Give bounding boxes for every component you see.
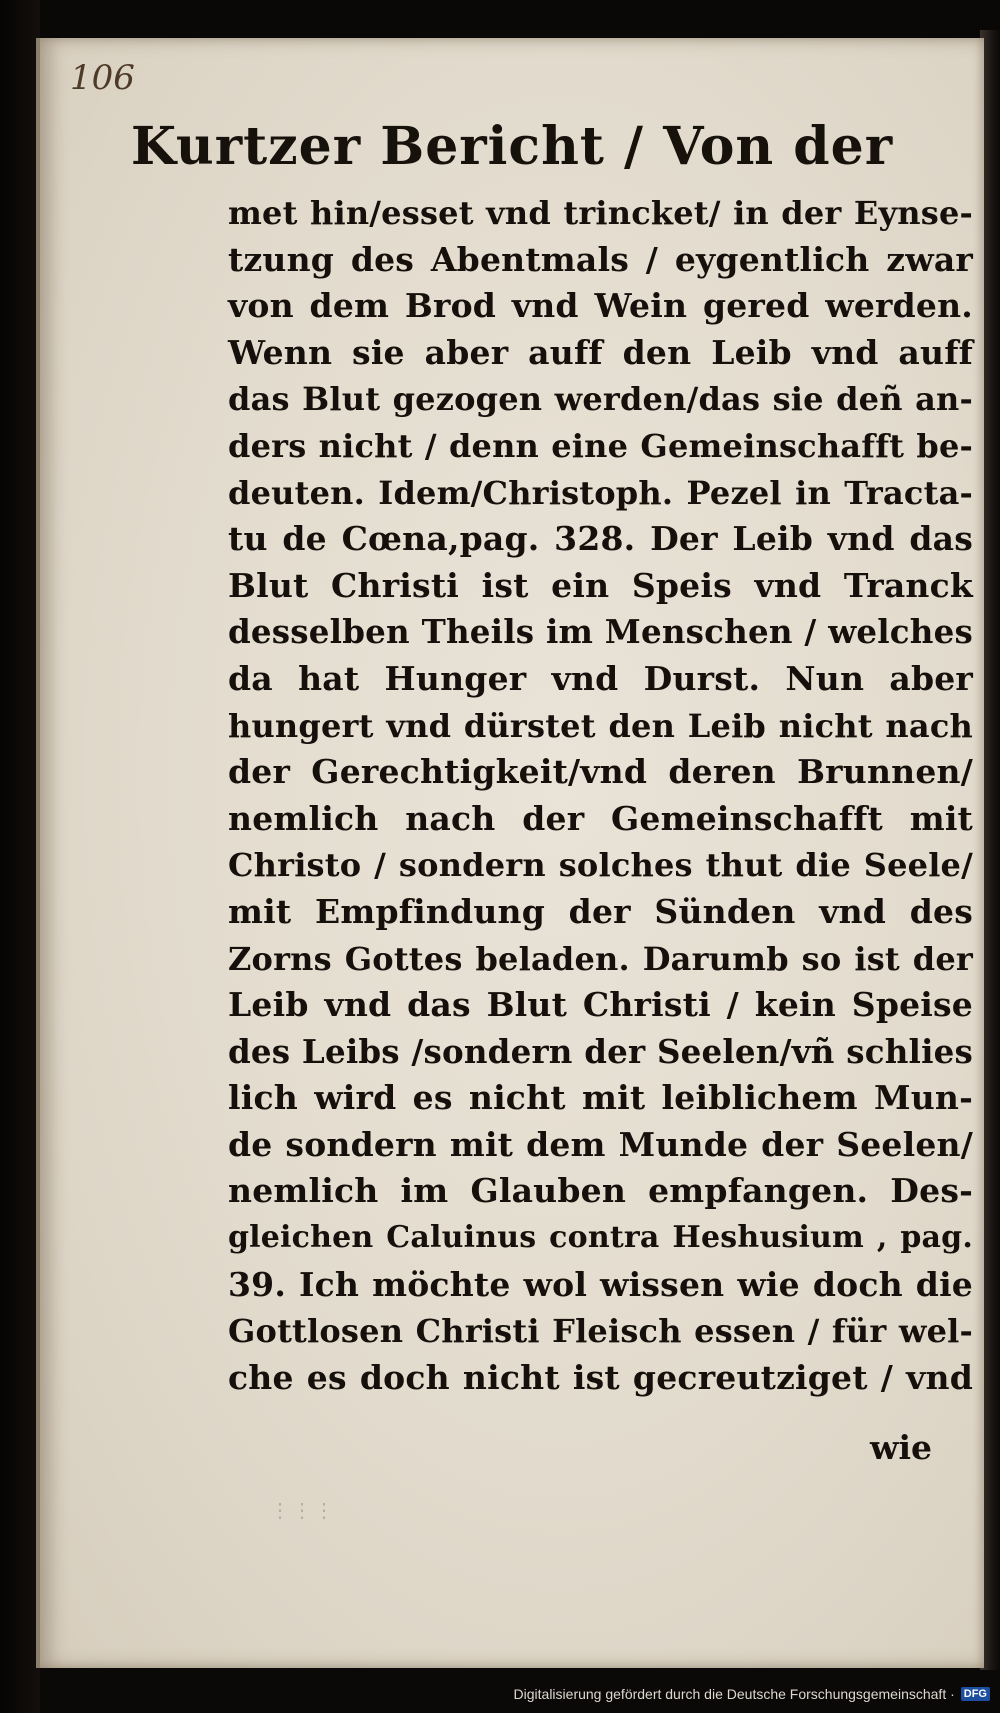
text-line: nemlich nach der Gemeinschafft mit [228, 798, 973, 838]
text-line: nemlich im Glauben empfangen. Des- [228, 1171, 973, 1211]
text-line: Gottlosen Christi Fleisch essen / für wel- [228, 1312, 973, 1351]
book-spine-shadow [0, 0, 40, 1713]
ink-bleed-mark: ⋮⋮⋮ [270, 1498, 336, 1522]
text-line: lich wird es nicht mit leiblichem Mun- [228, 1078, 973, 1118]
text-line: 39. Ich möchte wol wissen wie doch die [228, 1264, 973, 1304]
text-line: da hat Hunger vnd Durst. Nun aber [228, 658, 973, 698]
text-line: Blut Christi ist ein Speis vnd Tranck [228, 565, 973, 605]
text-line: Christo / sondern solches thut die Seele/ [228, 846, 973, 885]
text-line: Zorns Gottes beladen. Darumb so ist der [228, 939, 973, 978]
scan-top-border [0, 0, 1000, 40]
body-text [228, 190, 973, 1401]
running-head: Kurtzer Bericht / Von der [130, 116, 894, 177]
text-line: mit Empfindung der Sünden vnd des [228, 891, 973, 931]
text-line: de sondern mit dem Munde der Seelen/ [228, 1124, 973, 1164]
text-line: von dem Brod vnd Wein gered werden. [228, 286, 973, 326]
text-line: tu de Cœna,pag. 328. Der Leib vnd das [228, 519, 973, 559]
digitization-footer [514, 1681, 990, 1707]
text-line: gleichen Caluinus contra Heshusium , pag. [228, 1220, 973, 1256]
text-line: tzung des Abentmals / eygentlich zwar [228, 239, 973, 279]
dfg-credit-text: Digitalisierung gefördert durch die Deutsche Forschungsgemeinschaft · [513, 1686, 955, 1702]
text-line: Wenn sie aber auff den Leib vnd auff [228, 332, 973, 372]
text-line: deuten. Idem/Christoph. Pezel in Tracta- [228, 473, 973, 512]
dfg-logo-icon: DFG [961, 1687, 990, 1701]
catchword: wie [870, 1428, 932, 1467]
text-line: des Leibs /sondern der Seelen/vñ schlies [228, 1031, 973, 1071]
text-line: hungert vnd dürstet den Leib nicht nach [228, 706, 973, 745]
text-line: Leib vnd das Blut Christi / kein Speise [228, 985, 973, 1025]
text-line: desselben Theils im Menschen / welches [228, 612, 973, 652]
text-line: der Gerechtigkeit/vnd deren Brunnen/ [228, 752, 973, 792]
book-page [36, 38, 984, 1668]
text-line: che es doch nicht ist gecreutziget / vnd [228, 1357, 973, 1397]
text-line: das Blut gezogen werden/das sie deñ an- [228, 380, 973, 419]
page-number: 106 [70, 58, 135, 98]
text-line: ders nicht / denn eine Gemeinschafft be- [228, 426, 973, 465]
text-line: met hin/esset vnd trincket/ in der Eynse- [228, 194, 973, 232]
